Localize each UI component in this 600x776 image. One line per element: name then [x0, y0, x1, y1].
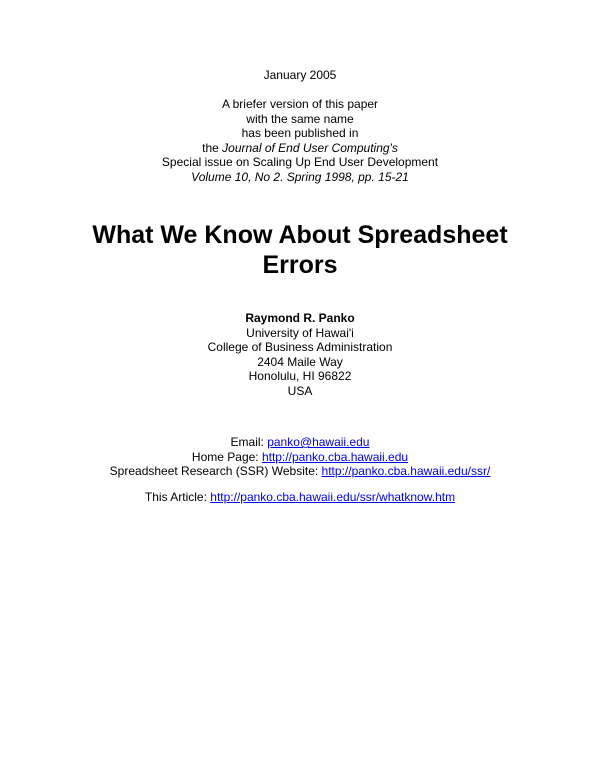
publication-line-6: [0, 170, 600, 185]
author-street: 2404 Maile Way: [257, 354, 343, 369]
email-line: [0, 435, 600, 450]
publication-note: [0, 97, 600, 184]
article-link[interactable]: http://panko.cba.hawaii.edu/ssr/whatknow.htm: [210, 490, 456, 504]
article-block: [0, 490, 600, 505]
author-name: Raymond R. Panko: [245, 311, 355, 325]
homepage-label: Home Page:: [191, 449, 262, 464]
publication-line-1: A briefer version of this paper: [221, 97, 379, 111]
paper-title-line-2: Errors: [262, 251, 338, 279]
paper-title-line-1: What We Know About Spreadsheet: [92, 221, 508, 249]
date-block: [0, 68, 600, 83]
ssr-line: [0, 464, 600, 479]
journal-name: Journal of End User Computing's: [222, 140, 398, 155]
paper-title: [0, 220, 600, 280]
email-label: Email:: [230, 435, 268, 449]
author-country: USA: [287, 383, 313, 398]
ssr-link[interactable]: http://panko.cba.hawaii.edu/ssr/: [321, 464, 491, 478]
author-block: [0, 311, 600, 398]
homepage-link[interactable]: http://panko.cba.hawaii.edu: [261, 449, 409, 464]
author-city: Honolulu, HI 96822: [248, 369, 352, 383]
email-link[interactable]: panko@hawaii.edu: [267, 435, 370, 449]
date: January 2005: [263, 68, 337, 82]
publication-line-2: with the same name: [246, 111, 354, 126]
author-affiliation-2: College of Business Administration: [207, 340, 393, 354]
publication-line-5: Special issue on Scaling Up End User Development: [161, 155, 439, 169]
homepage-line: [0, 450, 600, 465]
article-line: [0, 490, 600, 505]
volume-info: Volume 10, No 2. Spring 1998, pp. 15-21: [191, 169, 409, 184]
author-affiliation-1: University of Hawai'i: [246, 325, 354, 340]
ssr-label: Spreadsheet Research (SSR) Website:: [109, 464, 322, 478]
article-label: This Article:: [144, 490, 211, 504]
contact-block: [0, 435, 600, 479]
publication-line-4: [0, 141, 600, 156]
publication-line-3: has been published in: [241, 126, 359, 140]
publication-line-4-prefix: the: [202, 140, 223, 155]
